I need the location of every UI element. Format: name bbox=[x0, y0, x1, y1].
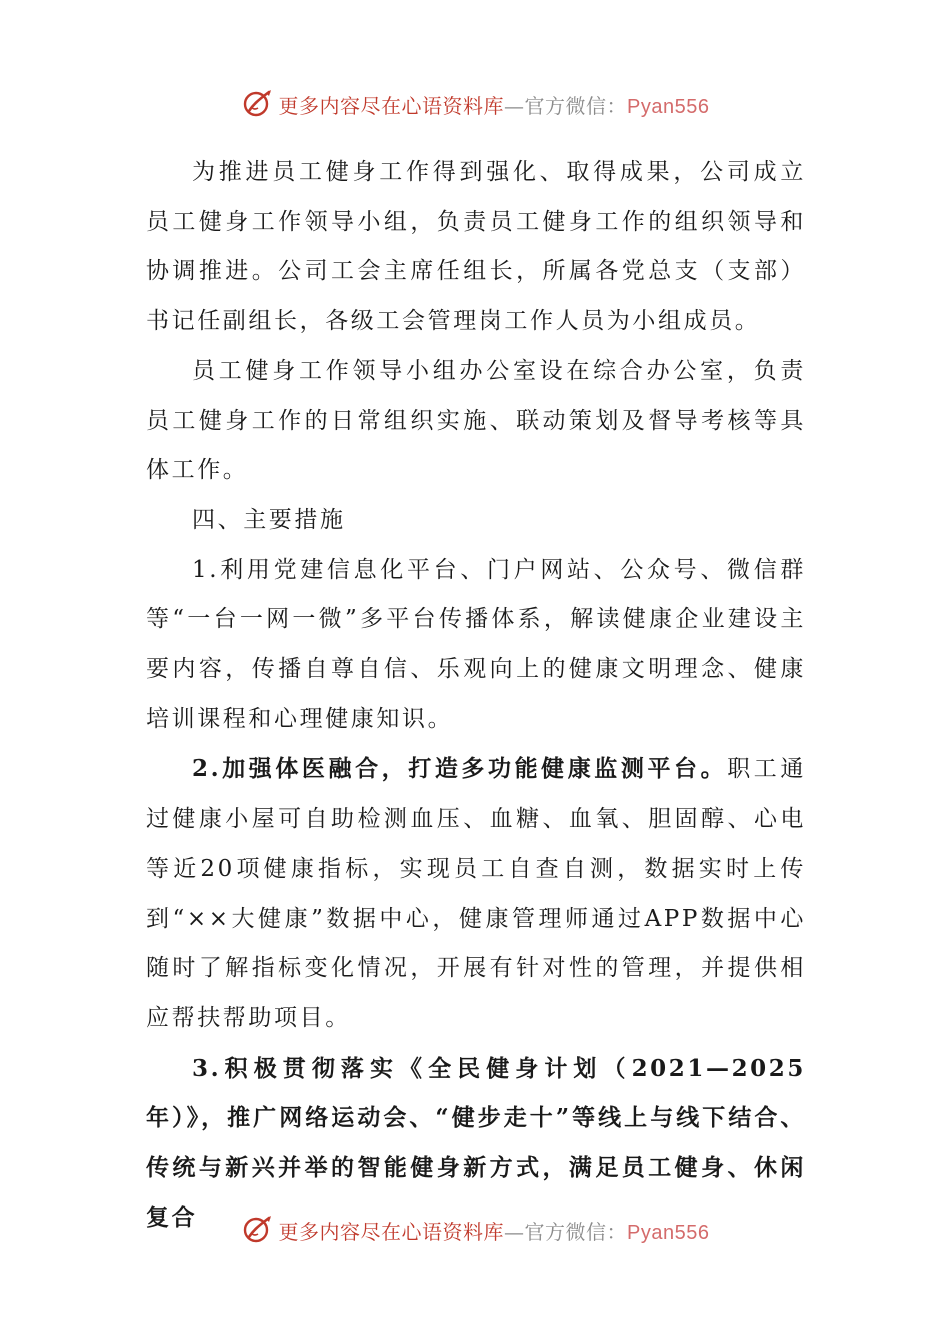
paragraph-office: 员工健身工作领导小组办公室设在综合办公室，负责员工健身工作的日常组织实施、联动策划及督导考核等具体工作。 bbox=[146, 357, 806, 484]
measure-2-lead: 2.加强体医融合，打造多功能健康监测平台。 bbox=[192, 755, 728, 783]
pen-logo-icon bbox=[241, 1213, 275, 1247]
paragraph-measure-3: 3.积极贯彻落实《全民健身计划（2021—2025年）》，推广网络运动会、“健步走十”等线上与线下结合、传统与新兴并举的智能健身新方式，满足员工健身、休闲复合 bbox=[146, 1054, 806, 1231]
watermark-text bbox=[279, 1216, 710, 1245]
watermark-separator: — bbox=[504, 1219, 525, 1244]
paragraph-measure-2 bbox=[146, 744, 806, 1043]
paragraph-leadership-group: 为推进员工健身工作得到强化、取得成果，公司成立员工健身工作领导小组，负责员工健身工作的组织领导和协调推进。公司工会主席任组长，所属各党总支（支部）书记任副组长，各级工会管理岗工作人员为小组成员。 bbox=[146, 159, 806, 335]
section-heading-measures: 四、主要措施 bbox=[192, 506, 346, 533]
watermark-account: Pyan556 bbox=[627, 95, 710, 118]
document-body bbox=[146, 148, 806, 1242]
paragraph-measure-1: 1.利用党建信息化平台、门户网站、公众号、微信群等“一台一网一微”多平台传播体系，解读健康企业建设主要内容，传播自尊自信、乐观向上的健康文明理念、健康培训课程和心理健康知识。 bbox=[146, 556, 806, 732]
watermark-banner-bottom bbox=[0, 1210, 950, 1250]
pen-logo-icon bbox=[241, 87, 275, 121]
watermark-banner-top bbox=[0, 84, 950, 124]
measure-2-text: 职工通过健康小屋可自助检测血压、血糖、血氧、胆固醇、心电等近20项健康指标，实现员工自查自测，数据实时上传到“××大健康”数据中心，健康管理师通过APP数据中心随时了解指标变化情况，开展有针对性的管理，并提供相应帮扶帮助项目。 bbox=[146, 756, 806, 1031]
watermark-site: 更多内容尽在心语资料库 bbox=[278, 1219, 505, 1244]
watermark-account: Pyan556 bbox=[627, 1221, 710, 1244]
watermark-official: 官方微信： bbox=[524, 93, 628, 118]
watermark-separator: — bbox=[504, 93, 525, 118]
watermark-official: 官方微信： bbox=[524, 1219, 628, 1244]
watermark-text bbox=[279, 90, 710, 119]
watermark-site: 更多内容尽在心语资料库 bbox=[278, 93, 505, 118]
